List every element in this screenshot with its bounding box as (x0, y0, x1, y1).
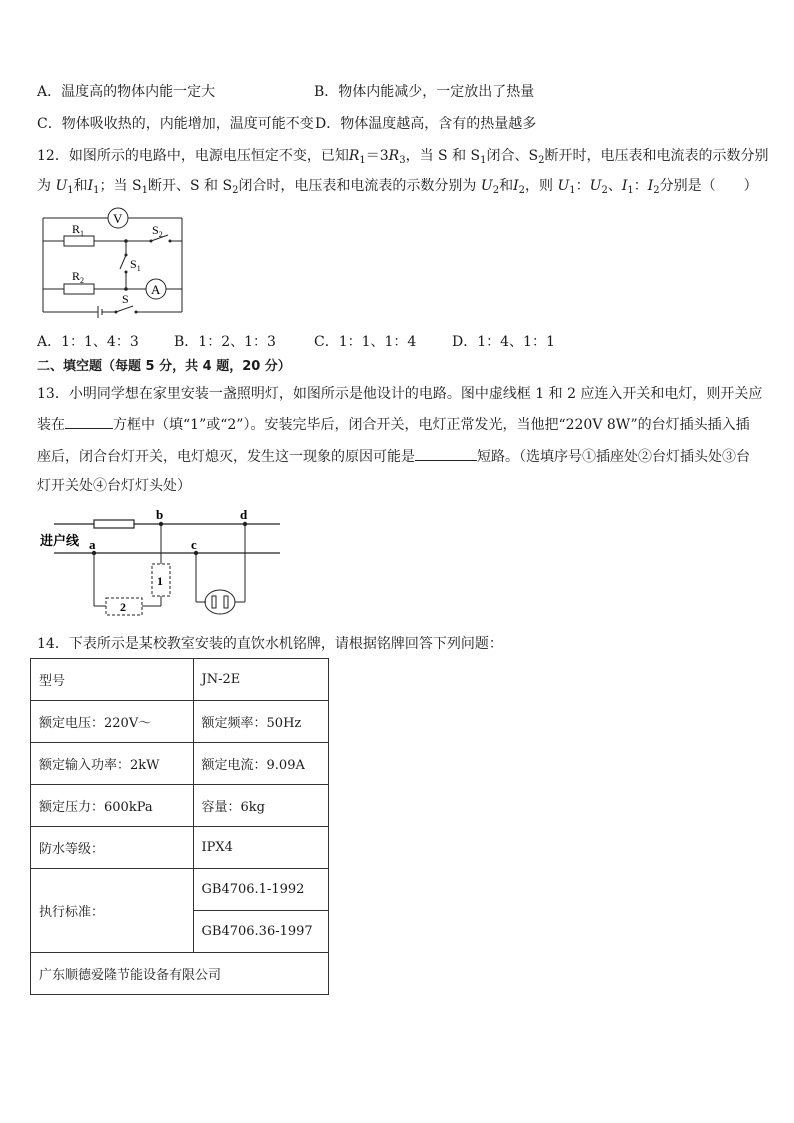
q11-option-b: B．物体内能减少，一定放出了热量 (314, 84, 535, 100)
q12-circuit-diagram (38, 206, 188, 318)
table-cell: IPX4 (193, 827, 328, 869)
r2-label: $R_2$ (72, 269, 85, 285)
table-row (31, 827, 329, 869)
standard-label-cell: 执行标准： (31, 869, 194, 953)
node-d-label: d (240, 507, 248, 522)
q13-blank-1[interactable] (65, 414, 113, 429)
standard-cell: GB4706.1-1992 (193, 869, 328, 911)
table-row (31, 785, 329, 827)
table-row (31, 743, 329, 785)
s-label: S (122, 292, 129, 306)
table-row (31, 659, 329, 701)
r1-label: $R_1$ (72, 222, 85, 238)
standard-cell: GB4706.36-1997 (193, 911, 328, 953)
q13-line4: 灯开关处④台灯灯头处） (37, 478, 191, 494)
voltmeter-label: V (113, 211, 123, 226)
q13-wiring-diagram (38, 505, 288, 620)
table-cell: 额定电流：9.09A (193, 743, 328, 785)
table-cell: 额定压力：600kPa (31, 785, 194, 827)
table-row (31, 953, 329, 995)
q11-option-a: A．温度高的物体内能一定大 (37, 84, 216, 100)
manufacturer-cell: 广东顺德爱隆节能设备有限公司 (31, 953, 329, 995)
q12-stem-line2: 为 $U_1$和$I_1$；当 $S_1$断开、S 和 $S_2$闭合时，电压表和电流表的示数分别为 $U_2$和$I_2$，则 $U_1$：$U_2$、$I_1$：$I_2$分别是（ ） (37, 178, 758, 196)
q14-intro: 14．下表所示是某校教室安装的直饮水机铭牌，请根据铭牌回答下列问题： (37, 636, 503, 652)
table-cell: 防水等级： (31, 827, 194, 869)
table-row (31, 869, 329, 911)
nameplate-table (30, 658, 329, 995)
table-cell: 额定输入功率：2kW (31, 743, 194, 785)
node-a-label: a (89, 537, 96, 552)
s2-label: $S_2$ (152, 223, 163, 239)
table-cell: 容量：6kg (193, 785, 328, 827)
node-c-label: c (191, 537, 197, 552)
node-b-label: b (156, 507, 164, 522)
q13-line2: 装在 方框中（填“1”或“2”）。安装完毕后，闭合开关，电灯正常发光，当他把“220V 8W”的台灯插头插入插 (37, 414, 750, 435)
section-title-fill-in: 二、填空题（每题 5 分，共 4 题，20 分） (37, 359, 291, 374)
q13-line1: 13．小明同学想在家里安装一盏照明灯，如图所示是他设计的电路。图中虚线框 1 和 2 应连入开关和电灯，则开关应 (37, 386, 763, 402)
q12-stem-line1: 12．如图所示的电路中，电源电压恒定不变，已知$R_1=3R_3$，当 S 和 $S_1$闭合、$S_2$断开时，电压表和电流表的示数分别 (37, 148, 769, 166)
box-1-label: 1 (157, 574, 163, 588)
q11-option-c: C．物体吸收热的，内能增加，温度可能不变 (37, 116, 314, 132)
table-cell: 型号 (31, 659, 194, 701)
q12-option-a: A．1：1、4：3 (37, 334, 139, 350)
table-cell: 额定频率：50Hz (193, 701, 328, 743)
ammeter-label: A (151, 282, 161, 297)
box-2-label: 2 (120, 600, 126, 614)
entry-line-label: 进户线 (40, 534, 80, 549)
q12-option-d: D．1：4、1：1 (452, 334, 555, 350)
q11-option-d: D．物体温度越高，含有的热量越多 (315, 116, 537, 132)
q12-option-b: B．1：2、1：3 (174, 334, 276, 350)
q13-line3: 座后，闭合台灯开关，电灯熄灭，发生这一现象的原因可能是 短路。（选填序号①插座处②台灯插头处③台 (37, 446, 750, 467)
table-cell: 额定电压：220V～ (31, 701, 194, 743)
s1-label: $S_1$ (130, 257, 141, 273)
q13-blank-2[interactable] (415, 446, 477, 461)
table-row (31, 701, 329, 743)
table-cell: JN-2E (193, 659, 328, 701)
q12-option-c: C．1：1、1：4 (314, 334, 417, 350)
